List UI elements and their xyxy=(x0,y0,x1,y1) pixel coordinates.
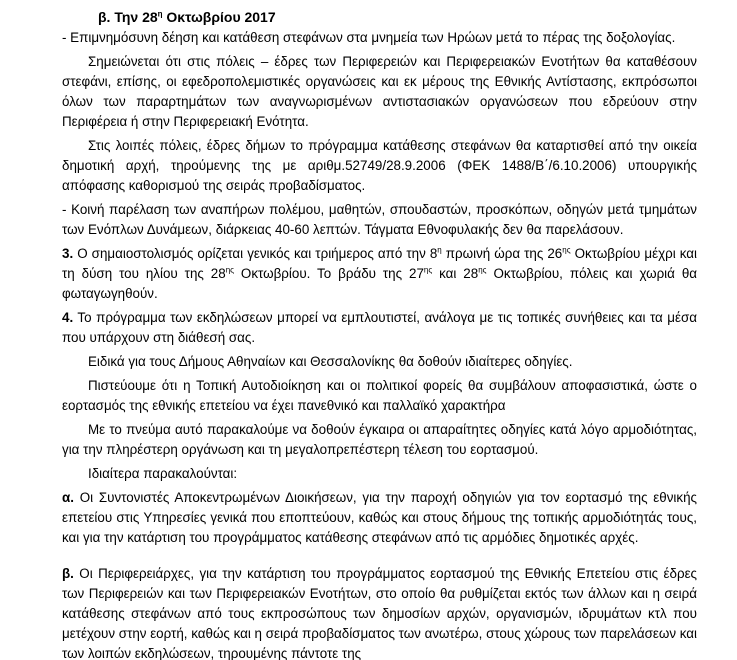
paragraph-regional-governors xyxy=(62,564,697,660)
paragraph-local-government: Πιστεύουμε ότι η Τοπική Αυτοδιοίκηση και οι πολιτικοί φορείς θα συμβάλουν αποφασιστικά, ώστε ο εορτασμός της εθνικής επετείου να έχει πανεθνικό και παλλαϊκό χαρακτήρα xyxy=(62,378,697,413)
paragraph-text: Οι Περιφερειάρχες, για την κατάρτιση του προγράμματος εορτασμού της Εθνικής Επετείου στις έδρες των Περιφερειών και των Περιφερειακών Ενοτήτων, στο οποίο θα ρυθμίζεται εκτός των άλλων και η σειρά κατάθεσης στεφάνων από τους εκπροσώπους των δημοσίων αρχών, οργανισμών, ιδρυμάτων κτλ που μετέχουν στην εορτή, καθώς και η σειρά προβαδίσματος των ανωτέρω, στους χώρους των παρελάσεων και των λοιπών εκδηλώσεων, τηρουμένης πάντοτε της xyxy=(62,566,698,660)
superscript: ης xyxy=(478,265,487,275)
item-label-beta: β. xyxy=(62,566,74,581)
paragraph-gap xyxy=(62,552,697,564)
paragraph-athens-thessaloniki: Ειδικά για τους Δήμους Αθηναίων και Θεσσαλονίκης θα δοθούν ιδιαίτερες οδηγίες. xyxy=(88,354,573,369)
paragraph-program-enrich xyxy=(62,308,697,348)
paragraph-text: πρωινή ώρα της 26 xyxy=(441,246,563,261)
paragraph-wreaths-regions: Σημειώνεται ότι στις πόλεις – έδρες των Περιφερειών και Περιφερειακών Ενοτήτων θα καταθέσουν στεφάνι, επίσης, οι εφεδροπολεμιστικές οργανώσεις και εκ μέρους της Εθνικής Αντίστασης, εκπρόσωποι όλων των παραρτημάτων των αναγνωρισμένων αντιστασιακών οργανώσεων που εδρεύουν στην Περιφέρεια ή στην Περιφερειακή Ενότητα. xyxy=(62,54,697,129)
heading-text: β. Την 28 xyxy=(98,9,158,25)
heading-superscript: η xyxy=(157,9,163,19)
paragraph-text: Ο σημαιοστολισμός ορίζεται γενικός και τριήμερος από την 8 xyxy=(73,246,438,261)
section-heading xyxy=(98,8,697,26)
paragraph-flag-decoration xyxy=(62,244,697,304)
paragraph-text: και 28 xyxy=(432,266,479,281)
paragraph-instructions: Με το πνεύμα αυτό παρακαλούμε να δοθούν έγκαιρα οι απαραίτητες οδηγίες κατά λόγο αρμοδιότητας, για την πληρέστερη οργάνωση και τη μεγαλοπρεπέστερη τέλεση του εορτασμού. xyxy=(62,422,697,457)
paragraph-text: Το πρόγραμμα των εκδηλώσεων μπορεί να εμπλουτιστεί, ανάλογα με τις τοπικές συνήθειες και τα μέσα που υπάρχουν στη διάθεσή σας. xyxy=(62,310,697,345)
heading-text-end: Οκτωβρίου 2017 xyxy=(162,9,276,25)
item-label-4: 4. xyxy=(62,310,74,325)
item-label-alpha: α. xyxy=(62,490,74,505)
superscript: ης xyxy=(423,265,433,275)
paragraph-parade: - Κοινή παρέλαση των αναπήρων πολέμου, μαθητών, σπουδαστών, προσκόπων, οδηγών μετά τμημάτων των Ενόπλων Δυνάμεων, διάρκειας 40-60 λεπτών. Τάγματα Εθνοφυλακής δεν θα παρελάσουν. xyxy=(62,202,697,237)
paragraph-text: Οι Συντονιστές Αποκεντρωμένων Διοικήσεων, για την παροχή οδηγιών για τον εορτασμό της εθνικής επετείου στις Υπηρεσίες γενικά που εποπτεύουν, καθώς και στους δήμους της τοπικής αρμοδιότητάς τους, και για την κατάρτιση του προγράμματος κατάθεσης στεφάνων από τις αρμόδιες δημοτικές αρχές. xyxy=(62,490,697,545)
superscript: ης xyxy=(562,245,571,255)
paragraph-text: Οκτωβρίου μέχρι και τη δύση του ηλίου της 28 xyxy=(62,246,697,281)
superscript: ης xyxy=(225,265,234,275)
paragraph-wreaths-municipalities: Στις λοιπές πόλεις, έδρες δήμων το πρόγραμμα κατάθεσης στεφάνων θα καταρτισθεί από την οικεία δημοτική αρχή, τηρούμενης της με αριθμ.52749/28.9.2006 (ΦΕΚ 1488/Β΄/6.10.2006) υπουργικής απόφασης καθορισμού της σειράς προβαδίσματος. xyxy=(62,138,697,193)
item-label-3: 3. xyxy=(62,246,74,261)
superscript: η xyxy=(437,245,442,255)
paragraph-memorial: - Επιμνημόσυνη δέηση και κατάθεση στεφάνων στα μνημεία των Ηρώων μετά το πέρας της δοξολογίας. xyxy=(62,30,676,45)
paragraph-text: Οκτωβρίου. Το βράδυ της 27 xyxy=(234,266,424,281)
paragraph-requested: Ιδιαίτερα παρακαλούνται: xyxy=(88,466,238,481)
paragraph-text: Οκτωβρίου, πόλεις και χωριά θα φωταγωγηθούν. xyxy=(62,266,698,301)
paragraph-coordinators xyxy=(62,488,697,548)
